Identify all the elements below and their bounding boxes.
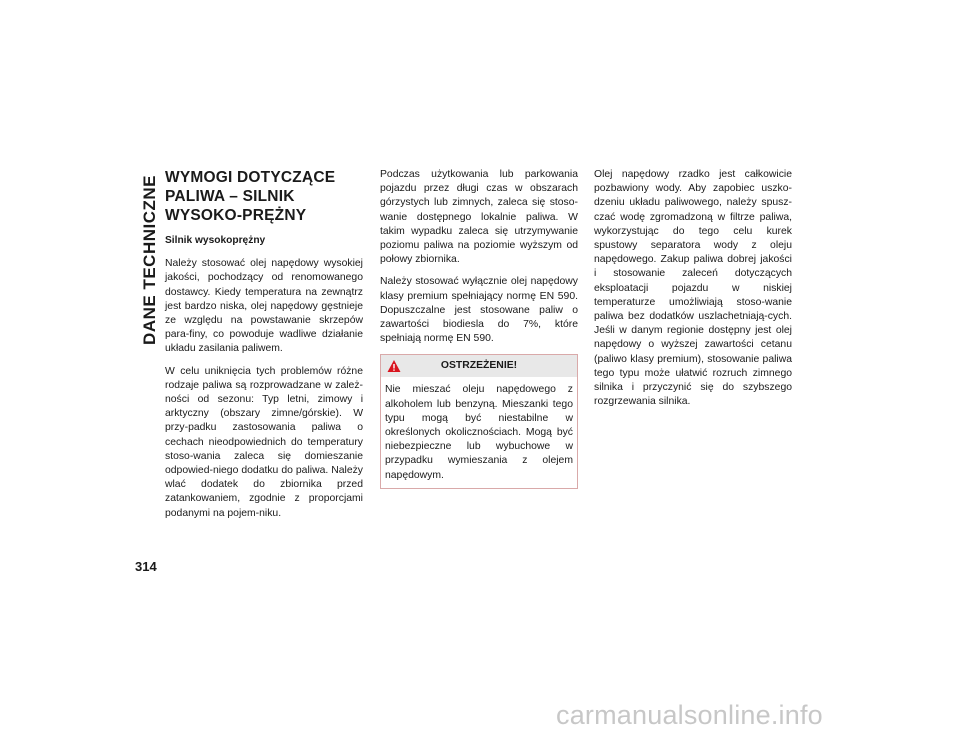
watermark-text: carmanualsonline.info <box>556 700 823 730</box>
paragraph: Olej napędowy rzadko jest całkowicie pozbawiony wody. Aby zapobiec uszko-dzeniu układu paliwowego, należy spusz-czać wodę zgromadzoną w filtrze paliwa, wykorzystując do tego celu kurek spustowy separatora wody z oleju napędowego. Zakup paliwa dobrej jakości i stosowanie zaleceń dotyczących eksploatacji pojazdu w niskiej temperaturze umożliwiają stoso-wanie paliwa bez dodatków uszlachetniają-cych. Jeśli w danym regionie dostępny jest olej napędowy o wyższej zawartości cetanu (paliwo klasy premium), stosowanie paliwa tego typu może ułatwić rozruch zimnego silnika i przyczynić się do szybszego rozgrzewania silnika. <box>594 169 792 408</box>
column-1 <box>165 168 363 529</box>
warning-header <box>381 355 577 377</box>
subsection-heading: Silnik wysokoprężny <box>165 235 266 246</box>
paragraph: Należy stosować olej napędowy wysokiej jakości, pochodzący od renomowanego dostawcy. Kiedy temperatura na zewnątrz jest bardzo niska, olej napędowy gęstnieje ze względu na powstawanie skrzepów para-finy, co powoduje wadliwe działanie układu zasilania paliwem. <box>165 258 363 355</box>
paragraph: Należy stosować wyłącznie olej napędowy klasy premium spełniający normę EN 590. Dopuszczalne jest stosowane paliw o zawartości biodiesla do 7%, które spełniają normę EN 590. <box>380 276 578 345</box>
warning-triangle-icon <box>387 359 401 373</box>
warning-title: OSTRZEŻENIE! <box>440 360 518 372</box>
warning-box <box>380 354 578 488</box>
column-2 <box>380 168 578 489</box>
column-3 <box>594 168 792 417</box>
paragraph: Podczas użytkowania lub parkowania pojazdu przez długi czas w obszarach górzystych lub zimnych, zaleca się stoso-wanie dostępnego lokalnie paliwa. W takim wypadku zaleca się utrzymywanie poziomu paliwa na poziomie wyższym od połowy zbiornika. <box>380 169 578 266</box>
warning-text: Nie mieszać oleju napędowego z alkoholem lub benzyną. Mieszanki tego typu mogą być niestabilne w określonych okolicznościach. Mogą być niebezpieczne lub wybuchowe w przypadku wymieszania z olejem napędowym. <box>385 384 573 481</box>
paragraph: W celu uniknięcia tych problemów różne rodzaje paliwa są rozprowadzane w zależ-ności od sezonu: Typ letni, zimowy i arktyczny (obszary zimne/górskie). W przy-padku zastosowania paliwa o cechach nieodpowiednich do temperatury stoso-wania zaleca się domieszanie odpowied-niego dodatku do paliwa. Należy wlać dodatek do zbiornika przed zatankowaniem, zgodnie z proporcjami podanymi na pojem-niku. <box>165 365 363 519</box>
page-number: 314 <box>135 559 157 574</box>
section-heading: WYMOGI DOTYCZĄCE PALIWA – SILNIK WYSOKO-PRĘŻNY <box>165 169 336 224</box>
section-tab: DANE TECHNICZNE <box>140 175 159 345</box>
